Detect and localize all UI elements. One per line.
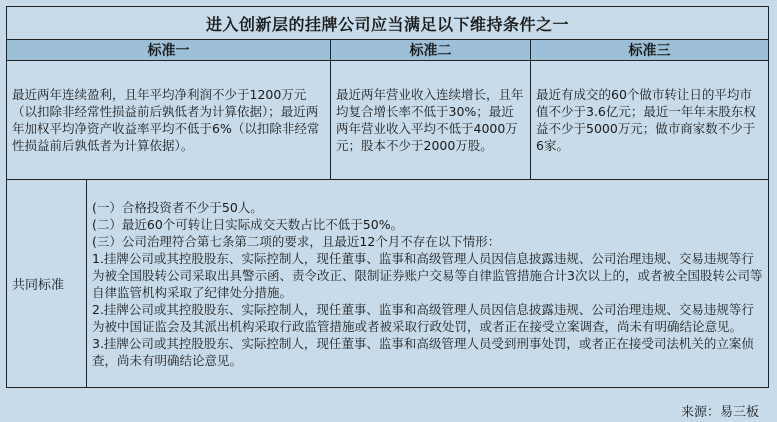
source-note: 来源：易三板 (680, 405, 759, 420)
common-item-2: (二）最近60个可转让日实际成交天数占比不低于50%。 (92, 216, 404, 232)
table-title: 进入创新层的挂牌公司应当满足以下维持条件之一 (7, 7, 769, 40)
standard-2-content: 最近两年营业收入连续增长，且年均复合增长率不低于30%；最近两年营业收入平均不低于4000万元；股本不少于2000万股。 (331, 61, 531, 180)
common-standard-label: 共同标准 (7, 180, 87, 388)
header-standard-2: 标准二 (331, 40, 531, 61)
conditions-table (6, 6, 769, 388)
standard-3-content: 最近有成交的60个做市转让日的平均市值不少于3.6亿元；最近一年年末股东权益不少于5000万元；做市商家数不少于6家。 (531, 61, 769, 180)
common-item-3: (三）公司治理符合第七条第二项的要求，且最近12个月不存在以下情形： (92, 233, 501, 249)
common-standard-content (87, 180, 769, 388)
common-item-3-1: 1.挂牌公司或其控股股东、实际控制人，现任董事、监事和高级管理人员因信息披露违规、公司治理违规、交易违规等行为被全国股转公司采取出具警示函、责令改正、限制证券账户交易等自律监管措施合计3次以上的，或者被全国股转公司等自律监管机构采取了纪律处分措施。 (92, 250, 763, 300)
common-item-3-3: 3.挂牌公司或其控股股东、实际控制人，现任董事、监事和高级管理人员受到刑事处罚，或者正在接受司法机关的立案侦查，尚未有明确结论意见。 (92, 335, 754, 368)
common-item-3-2: 2.挂牌公司或其控股股东、实际控制人，现任董事、监事和高级管理人员因信息披露违规、公司治理违规、交易违规等行为被中国证监会及其派出机构采取行政监管措施或者被采取行政处罚，或者正在接受立案调查，尚未有明确结论意见。 (92, 301, 754, 334)
header-standard-3: 标准三 (531, 40, 769, 61)
header-standard-1: 标准一 (7, 40, 331, 61)
standard-1-content: 最近两年连续盈利，且年平均净利润不少于1200万元（以扣除非经常性损益前后孰低者为计算依据）；最近两年加权平均净资产收益率平均不低于6%（以扣除非经常性损益前后孰低者为计算依据）。 (7, 61, 331, 180)
common-item-1: (一）合格投资者不少于50人。 (92, 199, 263, 215)
